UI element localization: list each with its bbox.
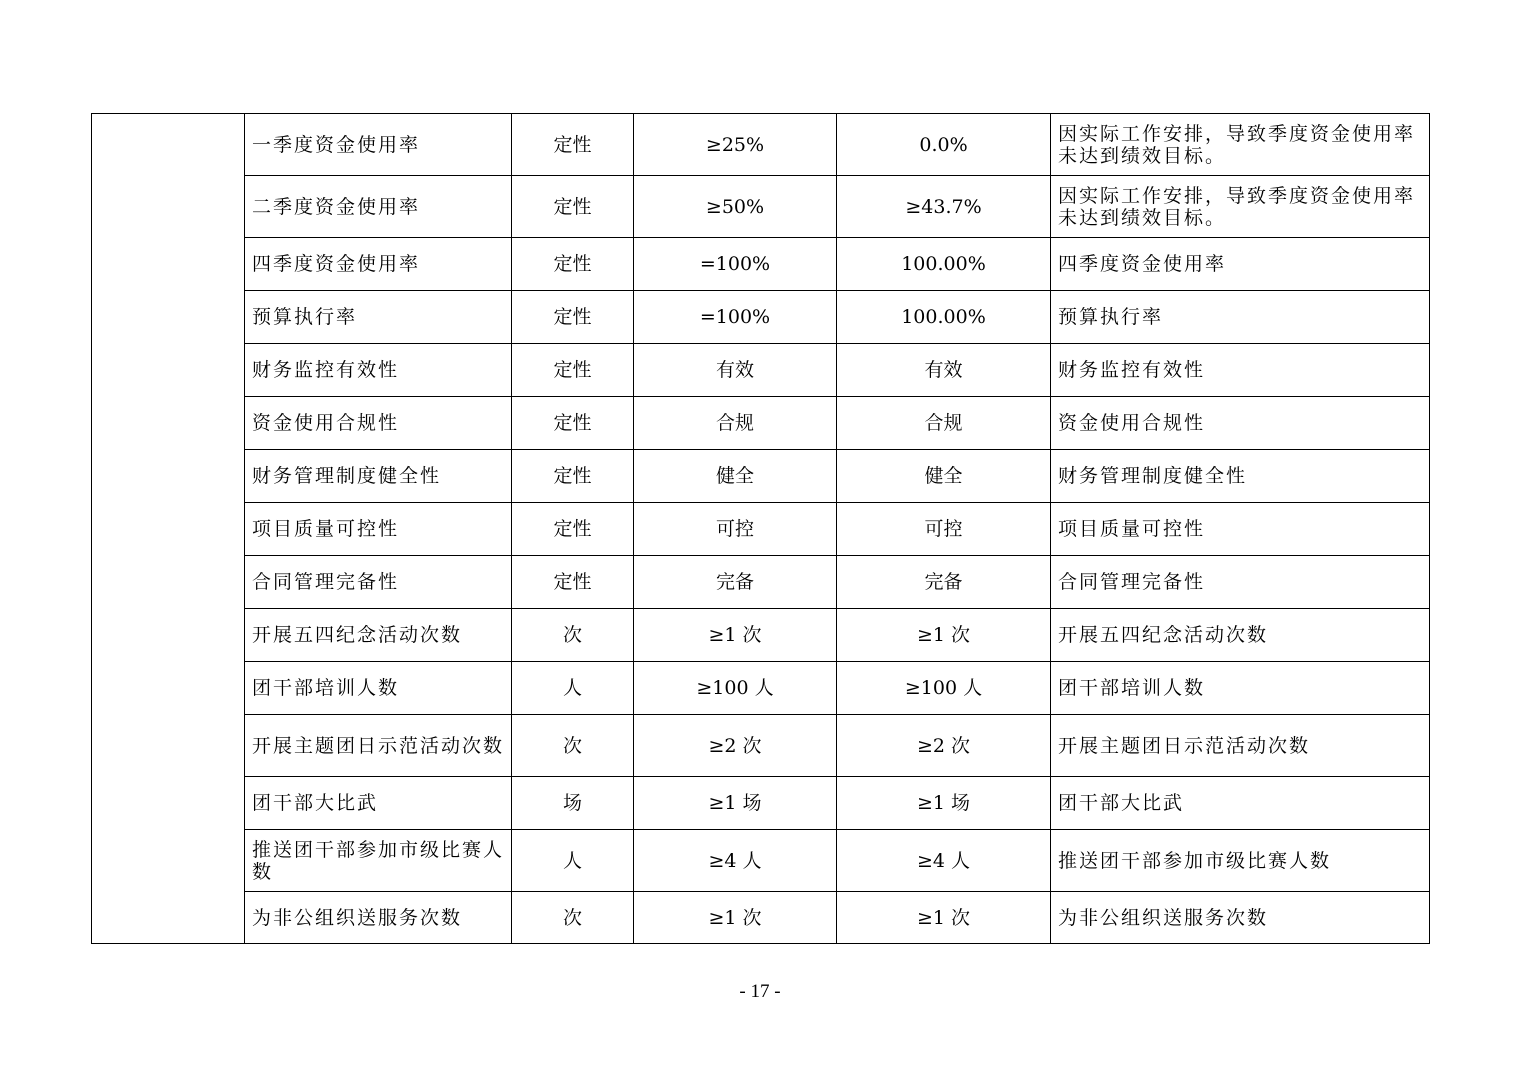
indicator-type: 人 xyxy=(512,830,634,892)
indicator-type: 次 xyxy=(512,715,634,777)
target-value: 合规 xyxy=(634,397,837,450)
target-value: =100% xyxy=(634,238,837,291)
table-row xyxy=(92,291,1430,344)
note-text: 开展五四纪念活动次数 xyxy=(1051,609,1430,662)
actual-value: ≥1 场 xyxy=(837,777,1051,830)
target-value: ≥1 次 xyxy=(634,892,837,944)
indicator-type: 定性 xyxy=(512,344,634,397)
page-number: - 17 - xyxy=(739,981,781,1002)
actual-value: ≥4 人 xyxy=(837,830,1051,892)
indicator-name: 合同管理完备性 xyxy=(245,556,512,609)
note-text: 预算执行率 xyxy=(1051,291,1430,344)
indicator-name: 四季度资金使用率 xyxy=(245,238,512,291)
actual-value: ≥43.7% xyxy=(837,176,1051,238)
note-text: 因实际工作安排，导致季度资金使用率未达到绩效目标。 xyxy=(1051,176,1430,238)
actual-value: 0.0% xyxy=(837,114,1051,176)
actual-value: ≥1 次 xyxy=(837,892,1051,944)
table-row xyxy=(92,777,1430,830)
note-text: 推送团干部参加市级比赛人数 xyxy=(1051,830,1430,892)
actual-value: 100.00% xyxy=(837,291,1051,344)
indicator-type: 定性 xyxy=(512,450,634,503)
actual-value: 合规 xyxy=(837,397,1051,450)
indicator-name: 项目质量可控性 xyxy=(245,503,512,556)
indicator-type: 定性 xyxy=(512,114,634,176)
actual-value: 有效 xyxy=(837,344,1051,397)
indicator-type: 次 xyxy=(512,609,634,662)
indicator-name: 团干部大比武 xyxy=(245,777,512,830)
note-text: 开展主题团日示范活动次数 xyxy=(1051,715,1430,777)
indicator-name: 资金使用合规性 xyxy=(245,397,512,450)
note-text: 为非公组织送服务次数 xyxy=(1051,892,1430,944)
merged-category-cell xyxy=(92,114,245,944)
actual-value: 健全 xyxy=(837,450,1051,503)
table-row xyxy=(92,176,1430,238)
table-row xyxy=(92,344,1430,397)
table-row xyxy=(92,892,1430,944)
note-text: 资金使用合规性 xyxy=(1051,397,1430,450)
note-text: 团干部培训人数 xyxy=(1051,662,1430,715)
target-value: 健全 xyxy=(634,450,837,503)
actual-value: 完备 xyxy=(837,556,1051,609)
note-text: 因实际工作安排，导致季度资金使用率未达到绩效目标。 xyxy=(1051,114,1430,176)
table-row xyxy=(92,450,1430,503)
table-row xyxy=(92,556,1430,609)
table-row xyxy=(92,715,1430,777)
actual-value: ≥1 次 xyxy=(837,609,1051,662)
indicator-type: 次 xyxy=(512,892,634,944)
note-text: 四季度资金使用率 xyxy=(1051,238,1430,291)
table-row xyxy=(92,503,1430,556)
table-row xyxy=(92,830,1430,892)
indicator-name: 二季度资金使用率 xyxy=(245,176,512,238)
indicator-type: 定性 xyxy=(512,503,634,556)
indicator-type: 人 xyxy=(512,662,634,715)
target-value: ≥4 人 xyxy=(634,830,837,892)
indicator-name: 财务管理制度健全性 xyxy=(245,450,512,503)
indicator-name: 开展主题团日示范活动次数 xyxy=(245,715,512,777)
indicator-table xyxy=(91,113,1430,944)
indicator-name: 开展五四纪念活动次数 xyxy=(245,609,512,662)
table-row xyxy=(92,114,1430,176)
target-value: 可控 xyxy=(634,503,837,556)
actual-value: 可控 xyxy=(837,503,1051,556)
table-row xyxy=(92,609,1430,662)
indicator-type: 定性 xyxy=(512,291,634,344)
indicator-name: 一季度资金使用率 xyxy=(245,114,512,176)
indicator-name: 预算执行率 xyxy=(245,291,512,344)
note-text: 合同管理完备性 xyxy=(1051,556,1430,609)
indicator-type: 定性 xyxy=(512,397,634,450)
note-text: 团干部大比武 xyxy=(1051,777,1430,830)
target-value: ≥2 次 xyxy=(634,715,837,777)
table-row xyxy=(92,238,1430,291)
target-value: 完备 xyxy=(634,556,837,609)
indicator-name: 为非公组织送服务次数 xyxy=(245,892,512,944)
indicator-type: 定性 xyxy=(512,176,634,238)
note-text: 项目质量可控性 xyxy=(1051,503,1430,556)
target-value: ≥50% xyxy=(634,176,837,238)
target-value: ≥25% xyxy=(634,114,837,176)
actual-value: 100.00% xyxy=(837,238,1051,291)
note-text: 财务管理制度健全性 xyxy=(1051,450,1430,503)
target-value: ≥1 场 xyxy=(634,777,837,830)
indicator-type: 场 xyxy=(512,777,634,830)
table-row xyxy=(92,662,1430,715)
target-value: ≥100 人 xyxy=(634,662,837,715)
table-row xyxy=(92,397,1430,450)
target-value: 有效 xyxy=(634,344,837,397)
indicator-name: 推送团干部参加市级比赛人数 xyxy=(245,830,512,892)
actual-value: ≥100 人 xyxy=(837,662,1051,715)
target-value: ≥1 次 xyxy=(634,609,837,662)
indicator-name: 团干部培训人数 xyxy=(245,662,512,715)
indicator-type: 定性 xyxy=(512,556,634,609)
note-text: 财务监控有效性 xyxy=(1051,344,1430,397)
target-value: =100% xyxy=(634,291,837,344)
indicator-type: 定性 xyxy=(512,238,634,291)
indicator-name: 财务监控有效性 xyxy=(245,344,512,397)
actual-value: ≥2 次 xyxy=(837,715,1051,777)
